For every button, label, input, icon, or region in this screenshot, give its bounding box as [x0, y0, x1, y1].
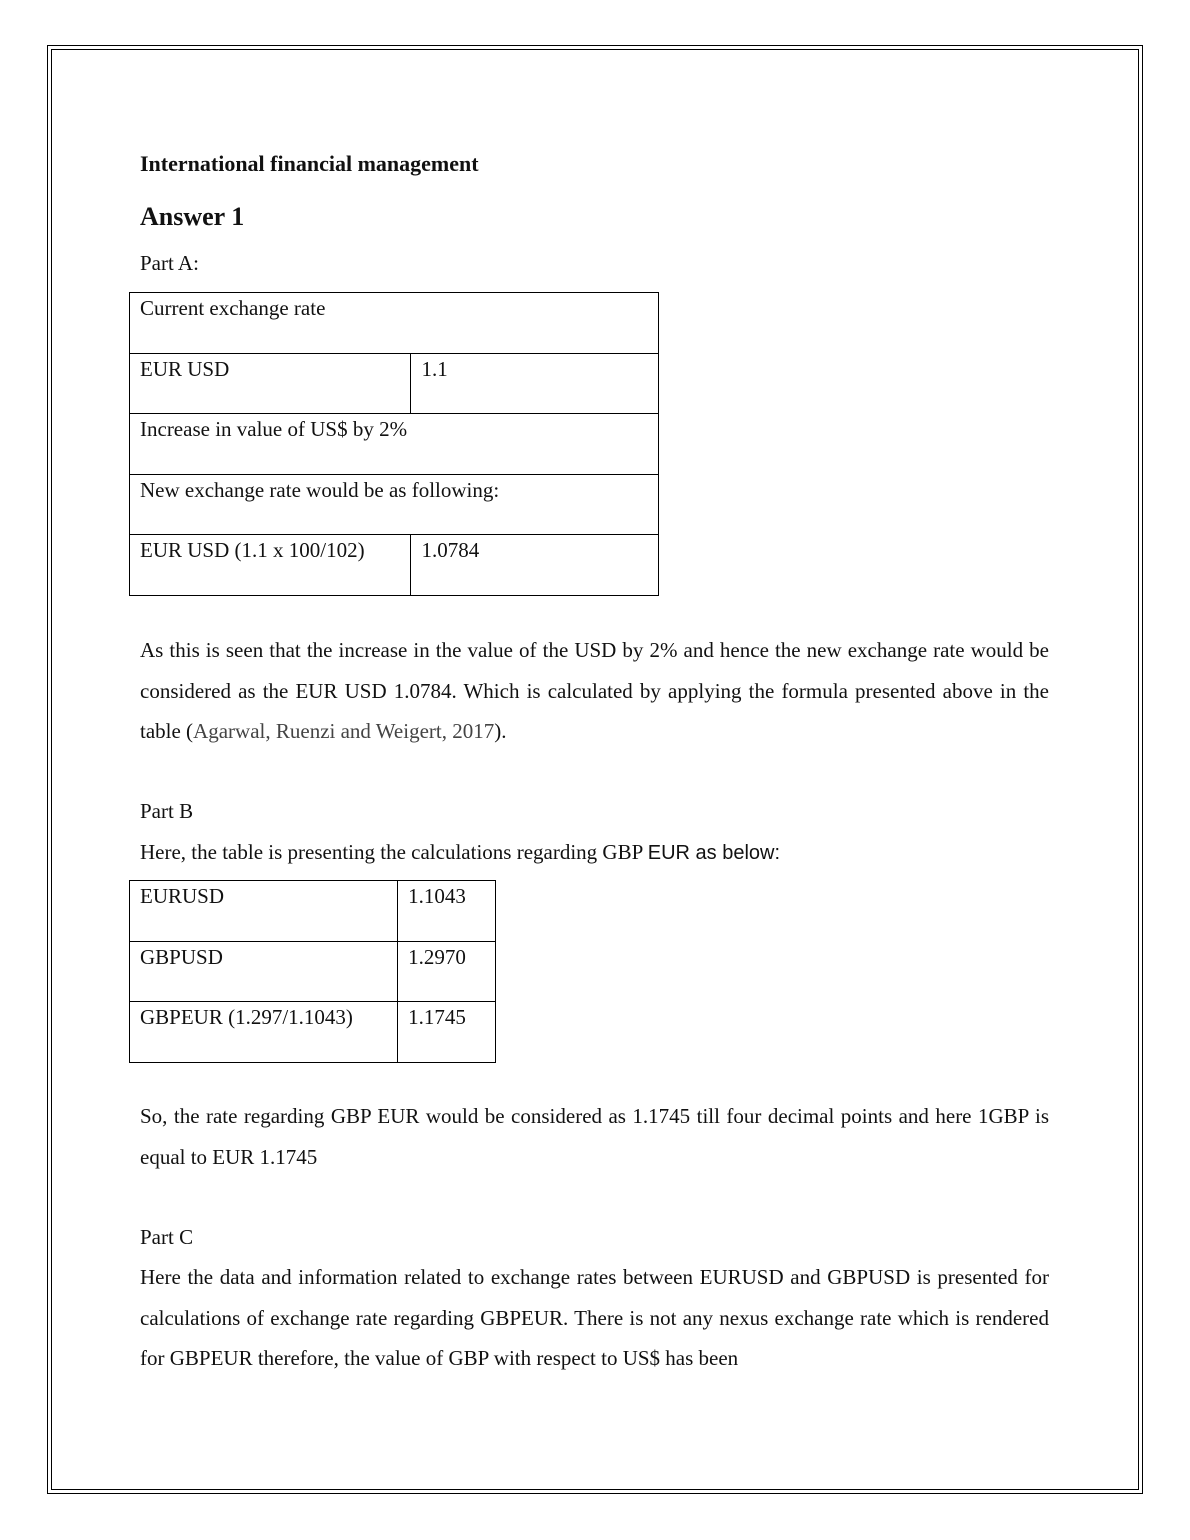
table-row	[130, 474, 659, 535]
part-b-intro-sans: EUR as below:	[647, 842, 781, 864]
table-cell: GBPEUR (1.297/1.1043)	[130, 1002, 398, 1063]
citation: Agarwal, Ruenzi and Weigert, 2017	[193, 719, 495, 743]
table-cell: EURUSD	[130, 881, 398, 942]
part-c-paragraph: Here the data and information related to exchange rates between EURUSD and GBPUSD is presented for calculations of exchange rate regarding GBPEUR. There is not any nexus exchange rate which is rendered for GBPEUR therefore, the value of GBP with respect to US$ has been	[140, 1265, 1049, 1370]
table-cell: 1.2970	[398, 941, 496, 1002]
part-b-intro	[140, 840, 780, 865]
table-row	[130, 293, 659, 354]
table-cell: 1.1745	[398, 1002, 496, 1063]
part-a-label: Part A:	[140, 251, 199, 275]
part-a-table	[129, 292, 659, 596]
table-row	[130, 881, 496, 942]
table-cell: 1.1	[411, 353, 659, 414]
part-a-paragraph-end: ).	[494, 719, 507, 743]
part-a-paragraph-text: As this is seen that the increase in the value of the USD by 2% and hence the new exchange rate would be considered as the EUR USD 1.0784. Which is calculated by applying the formula presented above in the table (	[140, 638, 1049, 743]
table-cell: Increase in value of US$ by 2%	[130, 414, 659, 475]
table-cell: 1.1043	[398, 881, 496, 942]
table-cell: EUR USD	[130, 353, 411, 414]
part-a-paragraph	[140, 630, 1049, 752]
table-cell: Current exchange rate	[130, 293, 659, 354]
part-b-intro-text: Here, the table is presenting the calculations regarding GBP	[140, 840, 648, 864]
document-title: International financial management	[140, 151, 479, 176]
table-row	[130, 1002, 496, 1063]
table-cell: New exchange rate would be as following:	[130, 474, 659, 535]
answer-heading: Answer 1	[140, 202, 245, 231]
part-b-label: Part B	[140, 799, 194, 823]
table-row	[130, 941, 496, 1002]
table-cell: EUR USD (1.1 x 100/102)	[130, 535, 411, 596]
table-row	[130, 353, 659, 414]
table-cell: GBPUSD	[130, 941, 398, 1002]
table-cell: 1.0784	[411, 535, 659, 596]
part-b-table	[129, 880, 496, 1063]
table-row	[130, 535, 659, 596]
table-row	[130, 414, 659, 475]
part-c-label: Part C	[140, 1225, 194, 1249]
part-b-paragraph: So, the rate regarding GBP EUR would be considered as 1.1745 till four decimal points and here 1GBP is equal to EUR 1.1745	[140, 1104, 1049, 1169]
